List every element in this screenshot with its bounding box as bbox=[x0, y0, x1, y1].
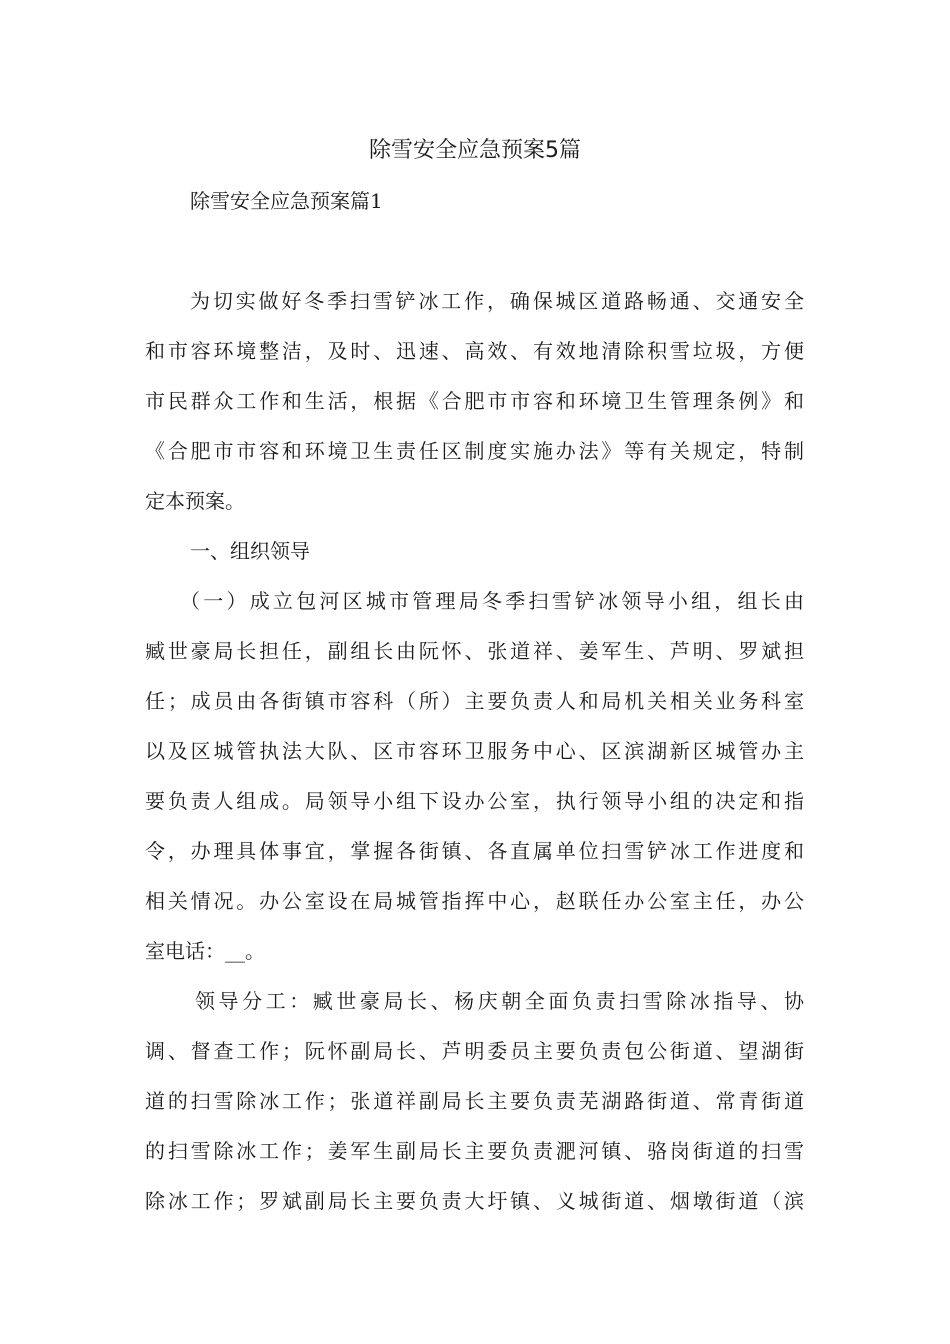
text-line: 市民群众工作和生活，根据《合肥市市容和环境卫生管理条例》和 bbox=[145, 389, 804, 413]
text-line: 任；成员由各街镇市容科（所）主要负责人和局机关相关业务科室 bbox=[145, 689, 804, 713]
text-line: （一）成立包河区城市管理局冬季扫雪铲冰领导小组，组长由 bbox=[180, 589, 804, 613]
text-line: 和市容环境整洁，及时、迅速、高效、有效地清除积雪垃圾，方便 bbox=[145, 339, 804, 363]
text-line: 相关情况。办公室设在局城管指挥中心，赵联任办公室主任，办公 bbox=[145, 889, 804, 913]
text-line: 为切实做好冬季扫雪铲冰工作，确保城区道路畅通、交通安全 bbox=[190, 289, 804, 313]
section-heading: 除雪安全应急预案篇1 bbox=[190, 189, 383, 213]
text-line: 一、组织领导 bbox=[190, 539, 310, 563]
text-line: 令，办理具体事宜，掌握各街镇、各直属单位扫雪铲冰工作进度和 bbox=[145, 839, 804, 863]
text-line: 以及区城管执法大队、区市容环卫服务中心、区滨湖新区城管办主 bbox=[145, 739, 804, 763]
text-line: 调、督查工作；阮怀副局长、芦明委员主要负责包公街道、望湖街 bbox=[145, 1039, 804, 1063]
text-line: 《合肥市市容和环境卫生责任区制度实施办法》等有关规定，特制 bbox=[145, 439, 804, 463]
text-line: 道的扫雪除冰工作；张道祥副局长主要负责芜湖路街道、常青街道 bbox=[145, 1089, 804, 1113]
text-line: 要负责人组成。局领导小组下设办公室，执行领导小组的决定和指 bbox=[145, 789, 804, 813]
text-line: 臧世豪局长担任，副组长由阮怀、张道祥、姜军生、芦明、罗斌担 bbox=[145, 639, 804, 663]
document-title: 除雪安全应急预案5篇 bbox=[369, 138, 581, 163]
text-line: 的扫雪除冰工作；姜军生副局长主要负责淝河镇、骆岗街道的扫雪 bbox=[145, 1139, 804, 1163]
text-line: 除冰工作；罗斌副局长主要负责大圩镇、义城街道、烟墩街道（滨 bbox=[145, 1189, 804, 1213]
text-line: 室电话：__。 bbox=[145, 939, 265, 963]
text-line: 领导分工：臧世豪局长、杨庆朝全面负责扫雪除冰指导、协 bbox=[195, 989, 804, 1013]
text-line: 定本预案。 bbox=[145, 489, 245, 513]
